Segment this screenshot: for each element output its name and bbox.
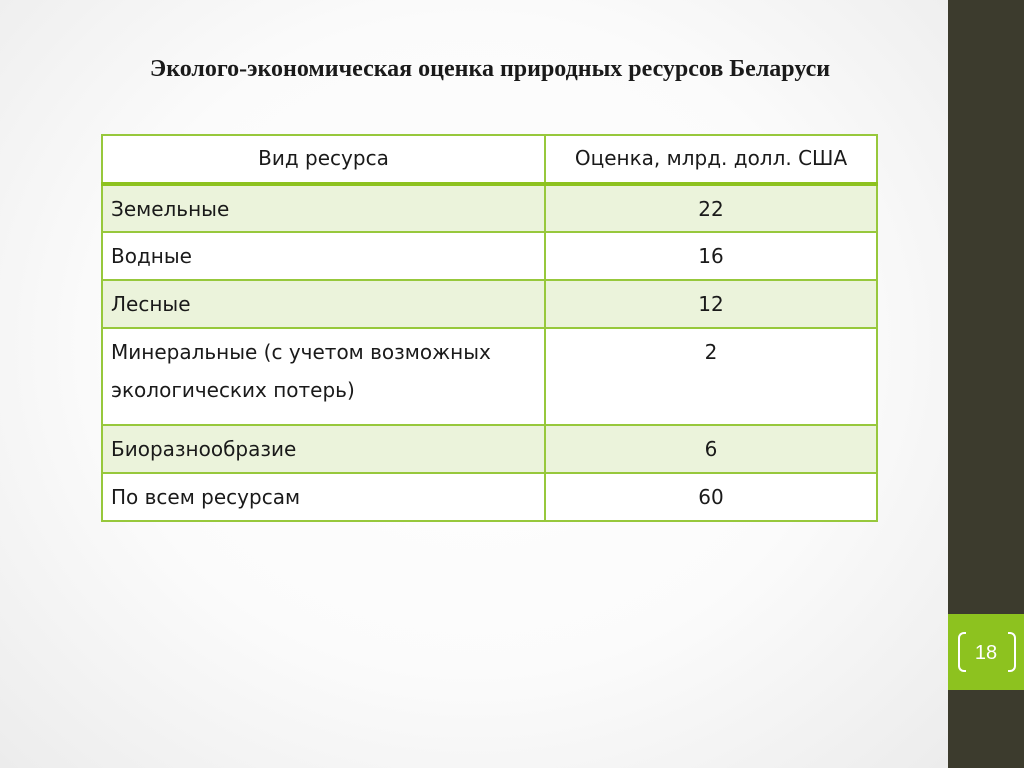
row-valuation: 12 bbox=[545, 280, 877, 328]
header-resource-type: Вид ресурса bbox=[102, 135, 545, 184]
table-row bbox=[102, 184, 877, 232]
slide-title: Эколого-экономическая оценка природных ресурсов Беларуси bbox=[149, 56, 831, 82]
row-resource-type: Водные bbox=[102, 232, 545, 280]
row-valuation: 60 bbox=[545, 473, 877, 521]
table-header-row bbox=[102, 135, 877, 184]
resource-table bbox=[101, 134, 878, 522]
row-valuation: 22 bbox=[545, 184, 877, 232]
table-row bbox=[102, 473, 877, 521]
row-resource-type: Лесные bbox=[102, 280, 545, 328]
table-row bbox=[102, 425, 877, 473]
row-resource-type: Минеральные (с учетом возможных экологических потерь) bbox=[102, 328, 545, 425]
row-valuation: 2 bbox=[545, 328, 877, 425]
row-valuation: 16 bbox=[545, 232, 877, 280]
page-number-tab bbox=[948, 614, 1024, 690]
row-valuation: 6 bbox=[545, 425, 877, 473]
row-resource-type: Биоразнообразие bbox=[102, 425, 545, 473]
row-resource-type: Земельные bbox=[102, 184, 545, 232]
table-row bbox=[102, 232, 877, 280]
header-valuation: Оценка, млрд. долл. США bbox=[545, 135, 877, 184]
page-number: 18 bbox=[974, 642, 998, 664]
table-row bbox=[102, 280, 877, 328]
row-resource-type: По всем ресурсам bbox=[102, 473, 545, 521]
table-row bbox=[102, 328, 877, 425]
